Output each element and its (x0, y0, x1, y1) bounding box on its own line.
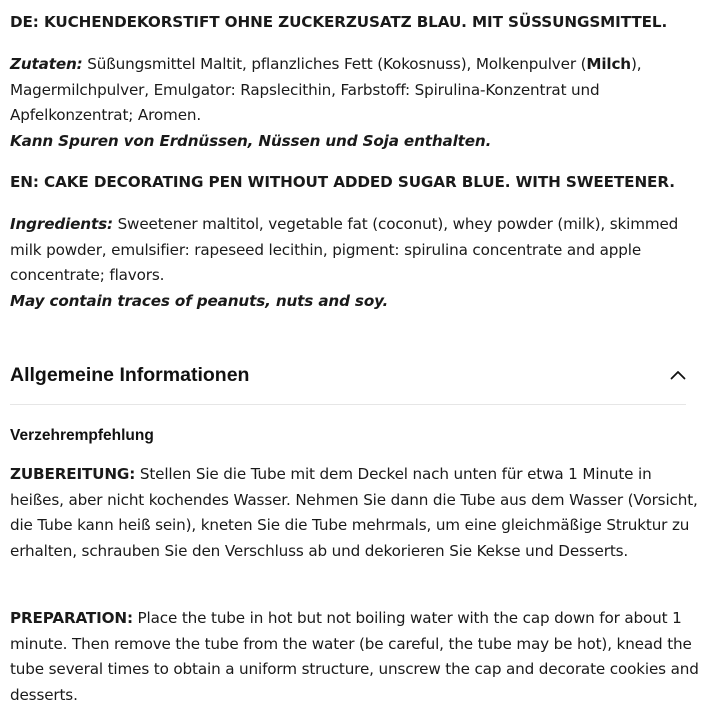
ingredients-de-traces: Kann Spuren von Erdnüssen, Nüssen und Soja enthalten. (10, 131, 492, 150)
preparation-en-paragraph (10, 606, 700, 708)
ingredients-de-text-1: Süßungsmittel Maltit, pflanzliches Fett (Kokosnuss), Molkenpulver ( (82, 55, 587, 73)
ingredients-de-text-2: ), Magermilchpulver, Emulgator: Rapslecithin, Farbstoff: Spirulina-Konzentrat und Apfelkonzentrat; Aromen. (10, 55, 642, 124)
preparation-de-label: ZUBEREITUNG: (10, 465, 136, 483)
preparation-de-paragraph (10, 462, 700, 564)
preparation-en-label: PREPARATION: (10, 609, 133, 627)
ingredients-en-text: Sweetener maltitol, vegetable fat (coconut), whey powder (milk), skimmed milk powder, emulsifier: rapeseed lecithin, pigment: spirulina concentrate and apple concentrate; flavors. (10, 215, 679, 284)
preparation-de-text: Stellen Sie die Tube mit dem Deckel nach unten für etwa 1 Minute in heißes, aber nicht kochendes Wasser. Nehmen Sie dann die Tube aus dem Wasser (Vorsicht, die Tube kann heiß sein), kneten Sie die Tube mehrmals, um eine gleichmäßige Struktur zu erhalten, schrauben Sie den Verschluss ab und dekorieren Sie Kekse und Desserts. (10, 465, 698, 560)
ingredients-de-heading: DE: KUCHENDEKORSTIFT OHNE ZUCKERZUSATZ BLAU. MIT SÜSSUNGSMITTEL. (10, 13, 668, 31)
general-info-accordion-header[interactable] (10, 346, 686, 405)
chevron-up-icon[interactable] (668, 365, 688, 385)
general-info-title: Allgemeine Informationen (10, 363, 250, 386)
ingredients-en-label: Ingredients: (10, 215, 113, 233)
preparation-en-text: Place the tube in hot but not boiling water with the cap down for about 1 minute. Then remove the tube from the water (be careful, the tube may be hot), knead the tube several times to obtain a uniform structure, unscrew the cap and decorate cookies and desserts. (10, 609, 699, 704)
ingredients-de-label: Zutaten: (10, 55, 83, 73)
recommendation-subheading: Verzehrempfehlung (10, 427, 154, 444)
ingredients-en-traces: May contain traces of peanuts, nuts and soy. (10, 291, 389, 310)
ingredients-de-paragraph (10, 52, 700, 154)
ingredients-de-allergen: Milch (586, 55, 631, 73)
ingredients-en-heading: EN: CAKE DECORATING PEN WITHOUT ADDED SUGAR BLUE. WITH SWEETENER. (10, 173, 675, 191)
ingredients-en-paragraph (10, 212, 700, 314)
